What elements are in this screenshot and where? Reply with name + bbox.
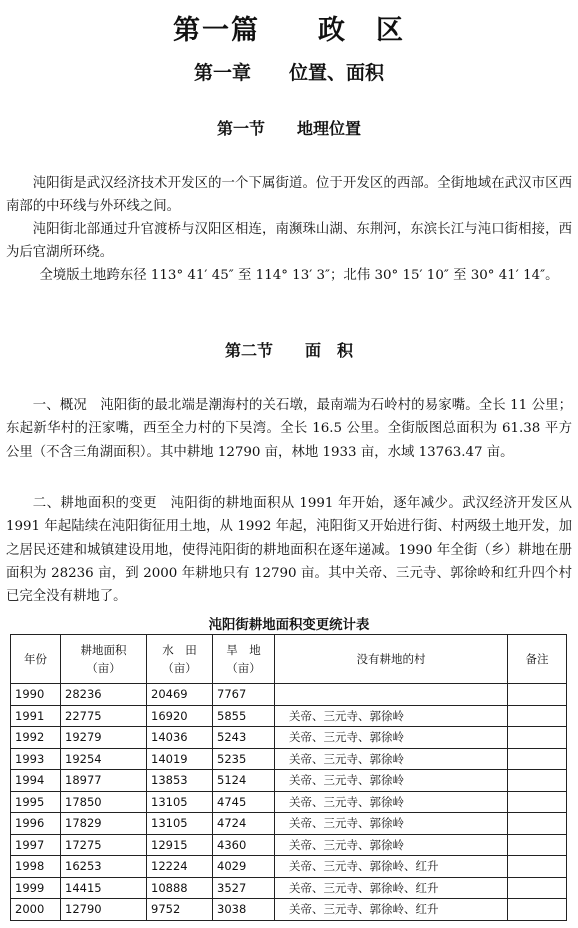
cell-villages: 关帝、三元寺、郭徐岭 xyxy=(275,813,508,835)
cell-villages: 关帝、三元寺、郭徐岭 xyxy=(275,727,508,749)
cell-year: 2000 xyxy=(11,899,61,921)
table-row xyxy=(11,899,567,921)
cell-year: 1993 xyxy=(11,748,61,770)
cell-paddy: 12224 xyxy=(147,856,213,878)
cell-villages: 关帝、三元寺、郭徐岭 xyxy=(275,770,508,792)
section-title-location: 第一节 地理位置 xyxy=(216,119,361,138)
cell-villages: 关帝、三元寺、郭徐岭 xyxy=(275,834,508,856)
cell-villages xyxy=(275,684,508,706)
cell-arable: 12790 xyxy=(61,899,147,921)
arable-land-table xyxy=(10,634,567,921)
paragraph-location-1: 沌阳街是武汉经济技术开发区的一个下属街道。位于开发区的西部。全街地域在武汉市区西南部的中环线与外环线之间。 xyxy=(6,176,572,214)
cell-year: 1994 xyxy=(11,770,61,792)
header-year: 年份 xyxy=(11,635,61,684)
cell-villages: 关帝、三元寺、郭徐岭、红升 xyxy=(275,856,508,878)
cell-arable: 18977 xyxy=(61,770,147,792)
cell-villages: 关帝、三元寺、郭徐岭、红升 xyxy=(275,877,508,899)
cell-paddy: 13853 xyxy=(147,770,213,792)
section-title-area: 第二节 面 积 xyxy=(224,341,353,360)
cell-arable: 28236 xyxy=(61,684,147,706)
cell-notes xyxy=(508,727,567,749)
cell-notes xyxy=(508,856,567,878)
cell-villages: 关帝、三元寺、郭徐岭 xyxy=(275,748,508,770)
cell-year: 1991 xyxy=(11,705,61,727)
table-row xyxy=(11,727,567,749)
paragraph-area-change: 二、耕地面积的变更 沌阳街的耕地面积从 1991 年开始，逐年减少。武汉经济开发区从 1991 年起陆续在沌阳街征用土地，从 1992 年起，沌阳街又开始进行街、村两级土地开发，加之居民还建和城镇建设用地，使得沌阳街的耕地面积在逐年递减。1990 年全街（乡）耕地在册面积为 28236 亩，到 2000 年耕地只有 12790 亩。其中关帝、三元寺、郭徐岭和红升四个村已完全没有耕地了。 xyxy=(6,496,572,605)
cell-notes xyxy=(508,748,567,770)
table-title: 沌阳街耕地面积变更统计表 xyxy=(208,618,370,633)
table-header-row xyxy=(11,635,567,684)
cell-notes xyxy=(508,877,567,899)
cell-dry: 3527 xyxy=(213,877,275,899)
table-row xyxy=(11,834,567,856)
table-row xyxy=(11,856,567,878)
cell-dry: 4360 xyxy=(213,834,275,856)
cell-year: 1997 xyxy=(11,834,61,856)
cell-dry: 5124 xyxy=(213,770,275,792)
cell-dry: 7767 xyxy=(213,684,275,706)
paragraph-location-2: 沌阳街北部通过升官渡桥与汉阳区相连，南濒珠山湖、东荆河，东滨长江与沌口街相接，西为后官湖所环绕。 xyxy=(6,222,572,260)
cell-dry: 5855 xyxy=(213,705,275,727)
table-row xyxy=(11,705,567,727)
header-dry: 旱 地 （亩） xyxy=(213,635,275,684)
cell-arable: 17275 xyxy=(61,834,147,856)
table-row xyxy=(11,877,567,899)
table-row xyxy=(11,791,567,813)
cell-villages: 关帝、三元寺、郭徐岭 xyxy=(275,791,508,813)
cell-arable: 17829 xyxy=(61,813,147,835)
cell-notes xyxy=(508,705,567,727)
header-notes: 备注 xyxy=(508,635,567,684)
cell-arable: 17850 xyxy=(61,791,147,813)
cell-notes xyxy=(508,684,567,706)
cell-paddy: 12915 xyxy=(147,834,213,856)
cell-dry: 5235 xyxy=(213,748,275,770)
cell-paddy: 14036 xyxy=(147,727,213,749)
cell-year: 1995 xyxy=(11,791,61,813)
cell-villages: 关帝、三元寺、郭徐岭 xyxy=(275,705,508,727)
cell-notes xyxy=(508,899,567,921)
cell-year: 1990 xyxy=(11,684,61,706)
cell-villages: 关帝、三元寺、郭徐岭、红升 xyxy=(275,899,508,921)
cell-dry: 5243 xyxy=(213,727,275,749)
cell-arable: 14415 xyxy=(61,877,147,899)
paragraph-area-overview: 一、概况 沌阳街的最北端是潮海村的关石墩，最南端为石岭村的易家嘴。全长 11 公里；东起新华村的汪家嘴，西至全力村的下吴湾。全长 16.5 公里。全街版图总面积为 61.38 平方公里（不含三角湖面积）。其中耕地 12790 亩，林地 1933 亩，水域 13763.47 亩。 xyxy=(6,398,572,460)
table-row xyxy=(11,684,567,706)
cell-paddy: 13105 xyxy=(147,813,213,835)
part-title: 第一篇 政 区 xyxy=(173,15,405,46)
cell-arable: 19279 xyxy=(61,727,147,749)
cell-paddy: 10888 xyxy=(147,877,213,899)
cell-dry: 3038 xyxy=(213,899,275,921)
header-arable: 耕地面积 （亩） xyxy=(61,635,147,684)
cell-year: 1996 xyxy=(11,813,61,835)
header-paddy: 水 田 （亩） xyxy=(147,635,213,684)
table-row xyxy=(11,748,567,770)
cell-paddy: 13105 xyxy=(147,791,213,813)
cell-dry: 4724 xyxy=(213,813,275,835)
cell-paddy: 9752 xyxy=(147,899,213,921)
cell-arable: 22775 xyxy=(61,705,147,727)
cell-dry: 4029 xyxy=(213,856,275,878)
header-villages: 没有耕地的村 xyxy=(275,635,508,684)
cell-year: 1999 xyxy=(11,877,61,899)
cell-notes xyxy=(508,791,567,813)
cell-notes xyxy=(508,813,567,835)
cell-paddy: 20469 xyxy=(147,684,213,706)
cell-year: 1998 xyxy=(11,856,61,878)
cell-paddy: 16920 xyxy=(147,705,213,727)
cell-paddy: 14019 xyxy=(147,748,213,770)
table-row xyxy=(11,770,567,792)
table-row xyxy=(11,813,567,835)
paragraph-location-3: 全境版土地跨东径 113° 41′ 45″ 至 114° 13′ 3″；北伟 30° 15′ 10″ 至 30° 41′ 14″。 xyxy=(39,268,559,283)
cell-arable: 19254 xyxy=(61,748,147,770)
chapter-title: 第一章 位置、面积 xyxy=(193,62,384,84)
cell-year: 1992 xyxy=(11,727,61,749)
cell-dry: 4745 xyxy=(213,791,275,813)
cell-notes xyxy=(508,834,567,856)
cell-notes xyxy=(508,770,567,792)
cell-arable: 16253 xyxy=(61,856,147,878)
